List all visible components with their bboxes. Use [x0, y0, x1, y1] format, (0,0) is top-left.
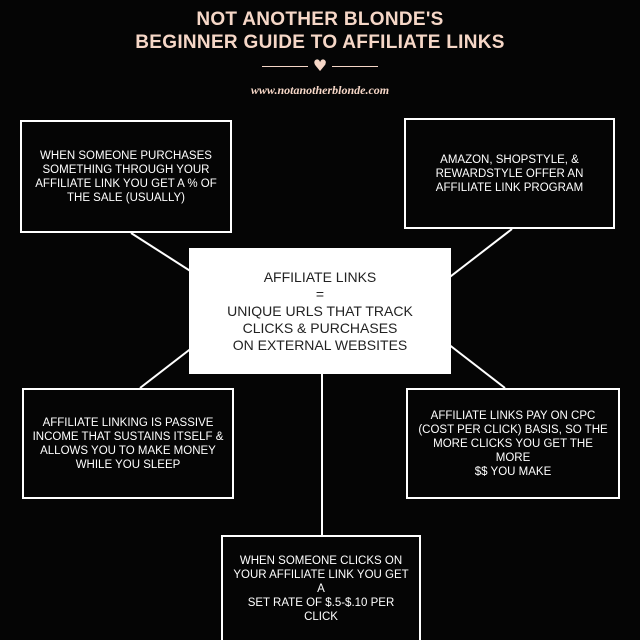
- fact-text-line: WHEN SOMEONE PURCHASES: [40, 149, 212, 162]
- title-line-1: NOT ANOTHER BLONDE'S: [196, 9, 444, 30]
- center-equals: =: [315, 285, 325, 302]
- center-line: CLICKS & PURCHASES: [242, 319, 398, 336]
- site-url[interactable]: www.notanotherblonde.com: [250, 83, 390, 97]
- fact-text-line: ALLOWS YOU TO MAKE MONEY: [40, 444, 216, 457]
- fact-box-cpc: [406, 388, 620, 499]
- fact-text-line: AFFILIATE LINK PROGRAM: [435, 181, 584, 194]
- fact-text-line: INCOME THAT SUSTAINS ITSELF &: [32, 430, 224, 443]
- fact-text-line: (COST PER CLICK) BASIS, SO THE: [418, 423, 608, 436]
- fact-text-line: YOUR AFFILIATE LINK YOU GET A: [233, 568, 409, 595]
- fact-text-line: AMAZON, SHOPSTYLE, &: [440, 153, 579, 166]
- heart-icon: ♥: [312, 56, 328, 75]
- fact-text-line: THE SALE (USUALLY): [66, 191, 185, 204]
- title-line-2: BEGINNER GUIDE TO AFFILIATE LINKS: [135, 32, 505, 53]
- fact-box-click-rate: [221, 535, 421, 640]
- fact-text-line: WHILE YOU SLEEP: [75, 458, 181, 471]
- fact-text-line: SET RATE OF $.5-$.10 PER CLICK: [247, 596, 395, 623]
- fact-box-programs: [404, 118, 615, 229]
- fact-text-line: REWARDSTYLE OFFER AN: [435, 167, 584, 180]
- fact-text-line: SOMETHING THROUGH YOUR: [42, 163, 210, 176]
- center-line: UNIQUE URLS THAT TRACK: [227, 302, 413, 319]
- fact-text-line: WHEN SOMEONE CLICKS ON: [239, 554, 403, 567]
- fact-text-line: AFFILIATE LINKING IS PASSIVE: [42, 416, 214, 429]
- fact-text-line: AFFILIATE LINK YOU GET A % OF: [35, 177, 217, 190]
- fact-box-passive-income: [22, 388, 234, 499]
- fact-text-line: AFFILIATE LINKS PAY ON CPC: [430, 409, 596, 422]
- fact-box-purchase-commission: [20, 120, 232, 233]
- fact-text-line: MORE CLICKS YOU GET THE MORE: [433, 437, 593, 464]
- central-definition-box: [189, 248, 451, 374]
- fact-text-line: $$ YOU MAKE: [474, 465, 552, 478]
- center-heading: AFFILIATE LINKS: [263, 268, 377, 285]
- center-line: ON EXTERNAL WEBSITES: [232, 336, 408, 353]
